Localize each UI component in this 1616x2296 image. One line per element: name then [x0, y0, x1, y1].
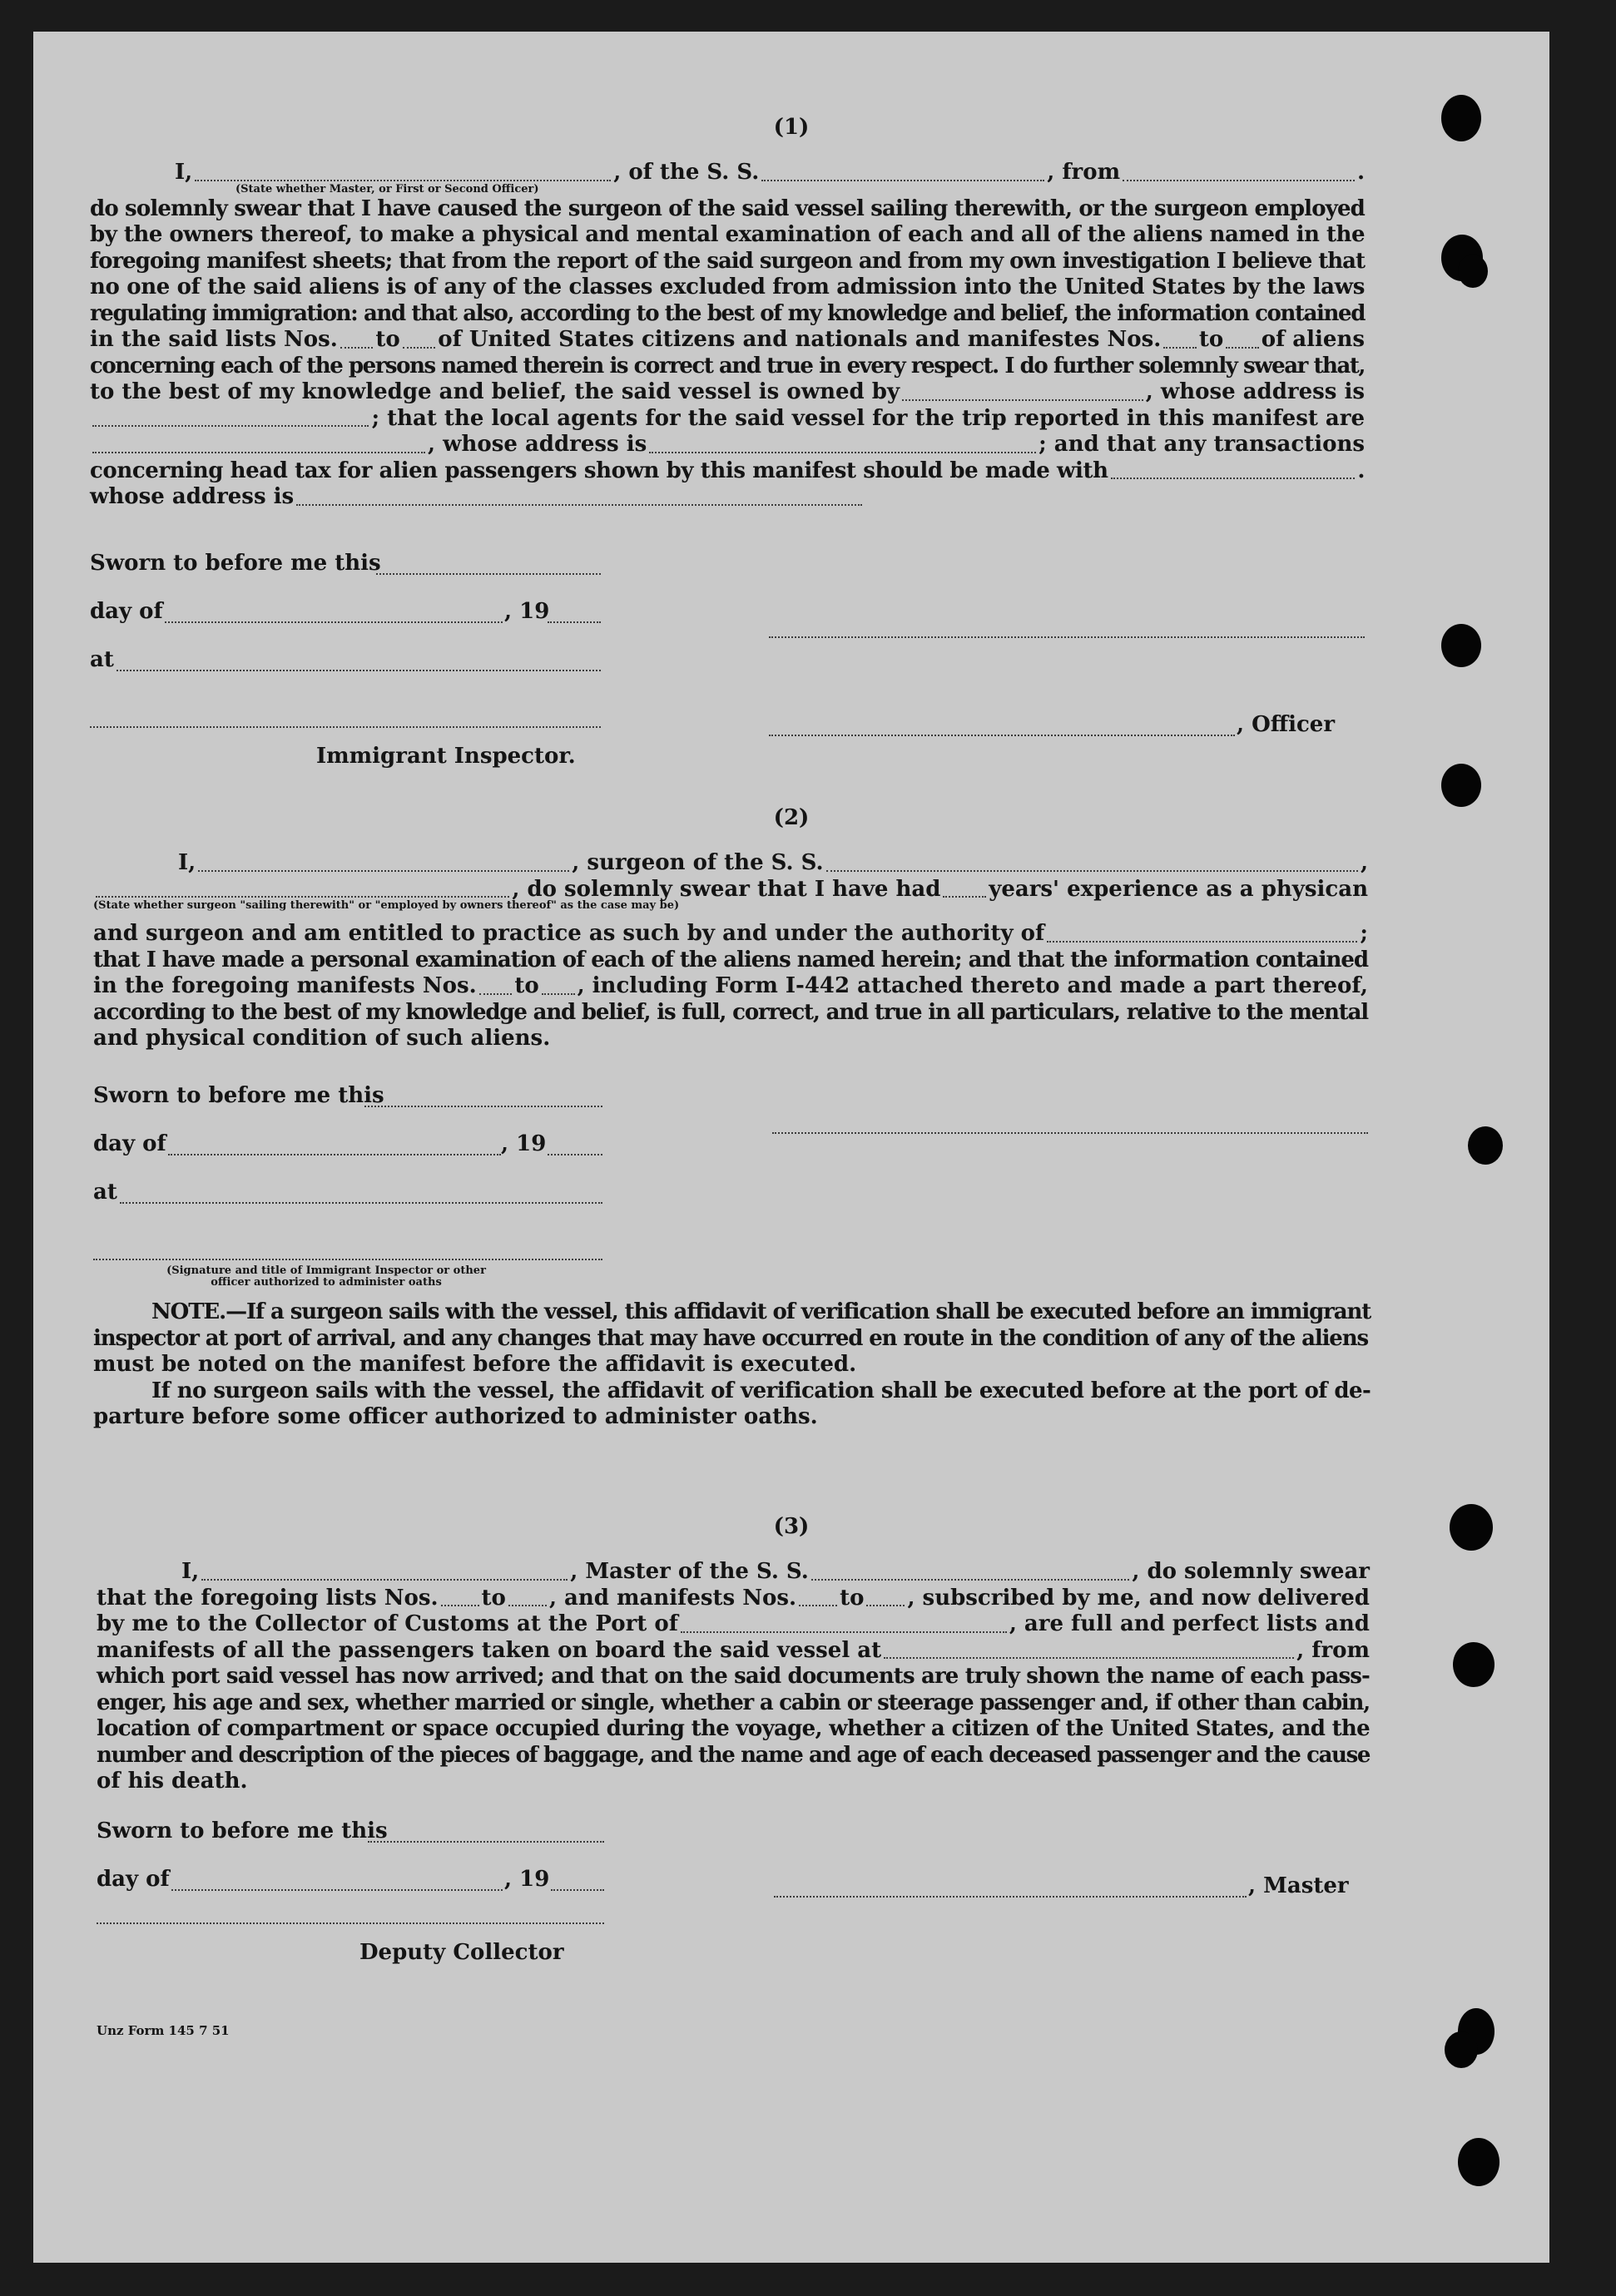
s3-day-field[interactable]: [171, 1888, 503, 1891]
s1-signature-line-right[interactable]: [769, 636, 1365, 638]
agents-address-field[interactable]: [649, 451, 1036, 453]
s2-dayof-label: day of: [93, 1131, 166, 1156]
owner-address-field[interactable]: [92, 424, 369, 427]
binder-hole-4: [1441, 764, 1481, 807]
s3-line-3: by me to the Collector of Customs at the Port of , are full and perfect lists and: [97, 1611, 1370, 1636]
s1-dayof-label: day of: [90, 599, 163, 624]
s1-line-8: concerning each of the persons named therein is correct and true in every respect. I do further solemnly swear that,: [90, 353, 1365, 379]
s3-lists-from-field[interactable]: [441, 1604, 479, 1606]
s1-sworn-label: Sworn to before me this: [90, 551, 381, 576]
s2-signature-caption-1: (Signature and title of Immigrant Inspector or other: [166, 1264, 486, 1277]
citizen-lists-to-field[interactable]: [403, 346, 436, 349]
s3-line-7: location of compartment or space occupied during the voyage, whether a citizen of the United States, and the: [97, 1716, 1370, 1741]
s2-year-label: , 19: [501, 1131, 547, 1156]
s3-line-1: I, , Master of the S. S. , do solemnly swear: [181, 1559, 1370, 1584]
customs-port-field[interactable]: [681, 1630, 1007, 1633]
s3-manifests-from-field[interactable]: [799, 1604, 837, 1606]
s2-manifests-to-field[interactable]: [542, 992, 575, 995]
binder-hole-9: [1458, 2138, 1500, 2186]
s2-note: [93, 1299, 1371, 1431]
note-line-4: If no surgeon sails with the vessel, the affidavit of verification shall be executed before at the port of de-: [151, 1378, 1371, 1403]
s2-officer-signature-line[interactable]: [93, 1258, 602, 1260]
s1-line-2: do solemnly swear that I have caused the surgeon of the said vessel sailing therewith, or the surgeon employed: [90, 195, 1365, 221]
s1-line-6: regulating immigration: and that also, according to the best of my knowledge and belief, the information contained: [90, 300, 1365, 326]
s1-year-field[interactable]: [548, 621, 601, 623]
s2-line-5: in the foregoing manifests Nos. to , including Form I-442 attached thereto and made a part thereof,: [93, 973, 1368, 998]
s3-collector-label: Deputy Collector: [359, 1940, 564, 1965]
s2-vessel-name-field[interactable]: [826, 869, 1358, 872]
s2-line-7: and physical condition of such aliens.: [93, 1026, 551, 1051]
s1-line-5: no one of the said aliens is of any of the classes excluded from admission into the United States by the laws: [90, 275, 1365, 299]
s3-manifests-to-field[interactable]: [866, 1604, 905, 1606]
section-2-number: (2): [773, 805, 810, 830]
citizen-lists-from-field[interactable]: [340, 346, 374, 349]
s3-year-label: , 19: [504, 1867, 550, 1892]
s3-line-2: that the foregoing lists Nos. to , and manifests Nos. to , subscribed by me, and now delivered: [97, 1585, 1370, 1611]
alien-manifests-from-field[interactable]: [1163, 346, 1197, 349]
embarkation-port-field[interactable]: [884, 1656, 1294, 1659]
surgeon-name-field[interactable]: [198, 869, 569, 872]
s1-line-3: by the owners thereof, to make a physical and mental examination of each and all of the aliens named in the: [90, 222, 1365, 247]
note-line-5: parture before some officer authorized to administer oaths.: [93, 1404, 818, 1429]
s3-line-6: enger, his age and sex, whether married or single, whether a cabin or steerage passenger and, if other than cabin,: [97, 1690, 1370, 1715]
s3-line-5: which port said vessel has now arrived; and that on the said documents are truly shown the name of each pass-: [97, 1664, 1370, 1689]
s3-vessel-name-field[interactable]: [811, 1578, 1130, 1581]
s1-line-9: to the best of my knowledge and belief, the said vessel is owned by , whose address is: [90, 379, 1365, 404]
binder-hole-5: [1468, 1126, 1503, 1165]
binder-hole-7: [1453, 1642, 1495, 1687]
s3-sworn-field[interactable]: [368, 1840, 604, 1843]
authority-field[interactable]: [1047, 940, 1357, 943]
s2-at-field[interactable]: [120, 1201, 602, 1204]
s1-line-10: ; that the local agents for the said vessel for the trip reported in this manifest are: [90, 406, 1365, 433]
s2-line-1: I, , surgeon of the S. S. ,: [178, 850, 1368, 875]
s2-caption: (State whether surgeon "sailing therewith" or "employed by owners thereof" as the case may be): [93, 899, 680, 912]
s1-line-13: whose address is: [90, 484, 1365, 511]
section-1-body: [90, 160, 1365, 511]
section-3-body: [97, 1559, 1370, 1795]
head-tax-party-field[interactable]: [1111, 477, 1356, 479]
s2-manifests-from-field[interactable]: [479, 992, 513, 995]
s1-year-label: , 19: [504, 599, 550, 624]
s3-line-8: number and description of the pieces of baggage, and the name and age of each deceased passenger and the cause: [97, 1742, 1370, 1768]
s1-line-7: in the said lists Nos. to of United States citizens and nationals and manifestes Nos. to of aliens: [90, 327, 1365, 352]
s2-day-field[interactable]: [168, 1153, 501, 1155]
master-name-field[interactable]: [195, 179, 611, 181]
note-line-3: must be noted on the manifest before the affidavit is executed.: [93, 1352, 857, 1377]
note-line-1: NOTE.—If a surgeon sails with the vessel, this affidavit of verification shall be executed before an immigrant: [151, 1299, 1371, 1324]
s2-line-3: and surgeon and am entitled to practice as such by and under the authority of ;: [93, 921, 1368, 946]
form-page: [33, 32, 1549, 2263]
section-1-number: (1): [773, 115, 810, 140]
years-experience-field[interactable]: [943, 895, 986, 898]
s2-sworn-field[interactable]: [364, 1105, 602, 1107]
s2-signature-caption-2: officer authorized to administer oaths: [211, 1276, 442, 1289]
s1-at-field[interactable]: [116, 669, 601, 671]
section-3-number: (3): [773, 1514, 810, 1539]
s2-signature-line-right[interactable]: [772, 1131, 1368, 1134]
s3-collector-line[interactable]: [97, 1922, 604, 1924]
s1-sworn-field[interactable]: [376, 572, 601, 575]
s2-sworn-label: Sworn to before me this: [93, 1083, 384, 1108]
note-line-2: inspector at port of arrival, and any changes that may have occurred en route in the condition of any of the aliens: [93, 1325, 1368, 1351]
s2-line-6: according to the best of my knowledge and belief, is full, correct, and true in all particulars, relative to the mental: [93, 999, 1368, 1025]
s1-caption: (State whether Master, or First or Second Officer): [235, 182, 539, 195]
s1-inspector-line[interactable]: [90, 725, 601, 728]
s3-line-9: of his death.: [97, 1769, 248, 1794]
s1-officer-label: , Officer: [1237, 712, 1336, 737]
binder-hole-2b: [1458, 255, 1488, 288]
s2-year-field[interactable]: [548, 1153, 602, 1155]
s1-inspector-label: Immigrant Inspector.: [316, 744, 576, 769]
s2-line-2: , do solemnly swear that I have had years' experience as a physican: [93, 877, 1368, 903]
s3-master-label: , Master: [1248, 1873, 1349, 1898]
form-number: Unz Form 145 7 51: [97, 2023, 230, 2038]
s3-dayof-label: day of: [97, 1867, 170, 1892]
s2-line-4: that I have made a personal examination of each of the aliens named herein; and that the information contained: [93, 947, 1368, 972]
s3-master-signature-line[interactable]: [774, 1895, 1247, 1898]
head-tax-address-field[interactable]: [296, 503, 862, 506]
s1-line-4: foregoing manifest sheets; that from the report of the said surgeon and from my own investigation I believe that: [90, 248, 1365, 274]
s1-line-1: I, , of the S. S. , from .: [175, 160, 1365, 185]
alien-manifests-to-field[interactable]: [1226, 346, 1259, 349]
s1-line-11: , whose address is ; and that any transactions: [90, 432, 1365, 458]
binder-hole-8b: [1445, 2031, 1478, 2068]
s3-line-4: manifests of all the passengers taken on board the said vessel at , from: [97, 1637, 1370, 1663]
s3-sworn-label: Sworn to before me this: [97, 1818, 388, 1843]
s2-at-label: at: [93, 1180, 117, 1205]
s3-lists-to-field[interactable]: [508, 1604, 547, 1606]
s3-master-name-field[interactable]: [201, 1578, 568, 1581]
s1-line-12: concerning head tax for alien passengers shown by this manifest should be made with .: [90, 458, 1365, 483]
local-agents-field[interactable]: [92, 451, 425, 453]
s1-officer-line[interactable]: [769, 734, 1235, 736]
binder-hole-3: [1441, 624, 1481, 667]
section-2-body: [93, 850, 1368, 1052]
vessel-name-field[interactable]: [761, 179, 1044, 181]
s1-at-label: at: [90, 647, 114, 672]
s1-day-field[interactable]: [165, 621, 503, 623]
from-port-field[interactable]: [1123, 179, 1355, 181]
s3-year-field[interactable]: [551, 1888, 604, 1891]
vessel-owner-field[interactable]: [902, 398, 1143, 401]
surgeon-status-field[interactable]: [96, 895, 509, 898]
